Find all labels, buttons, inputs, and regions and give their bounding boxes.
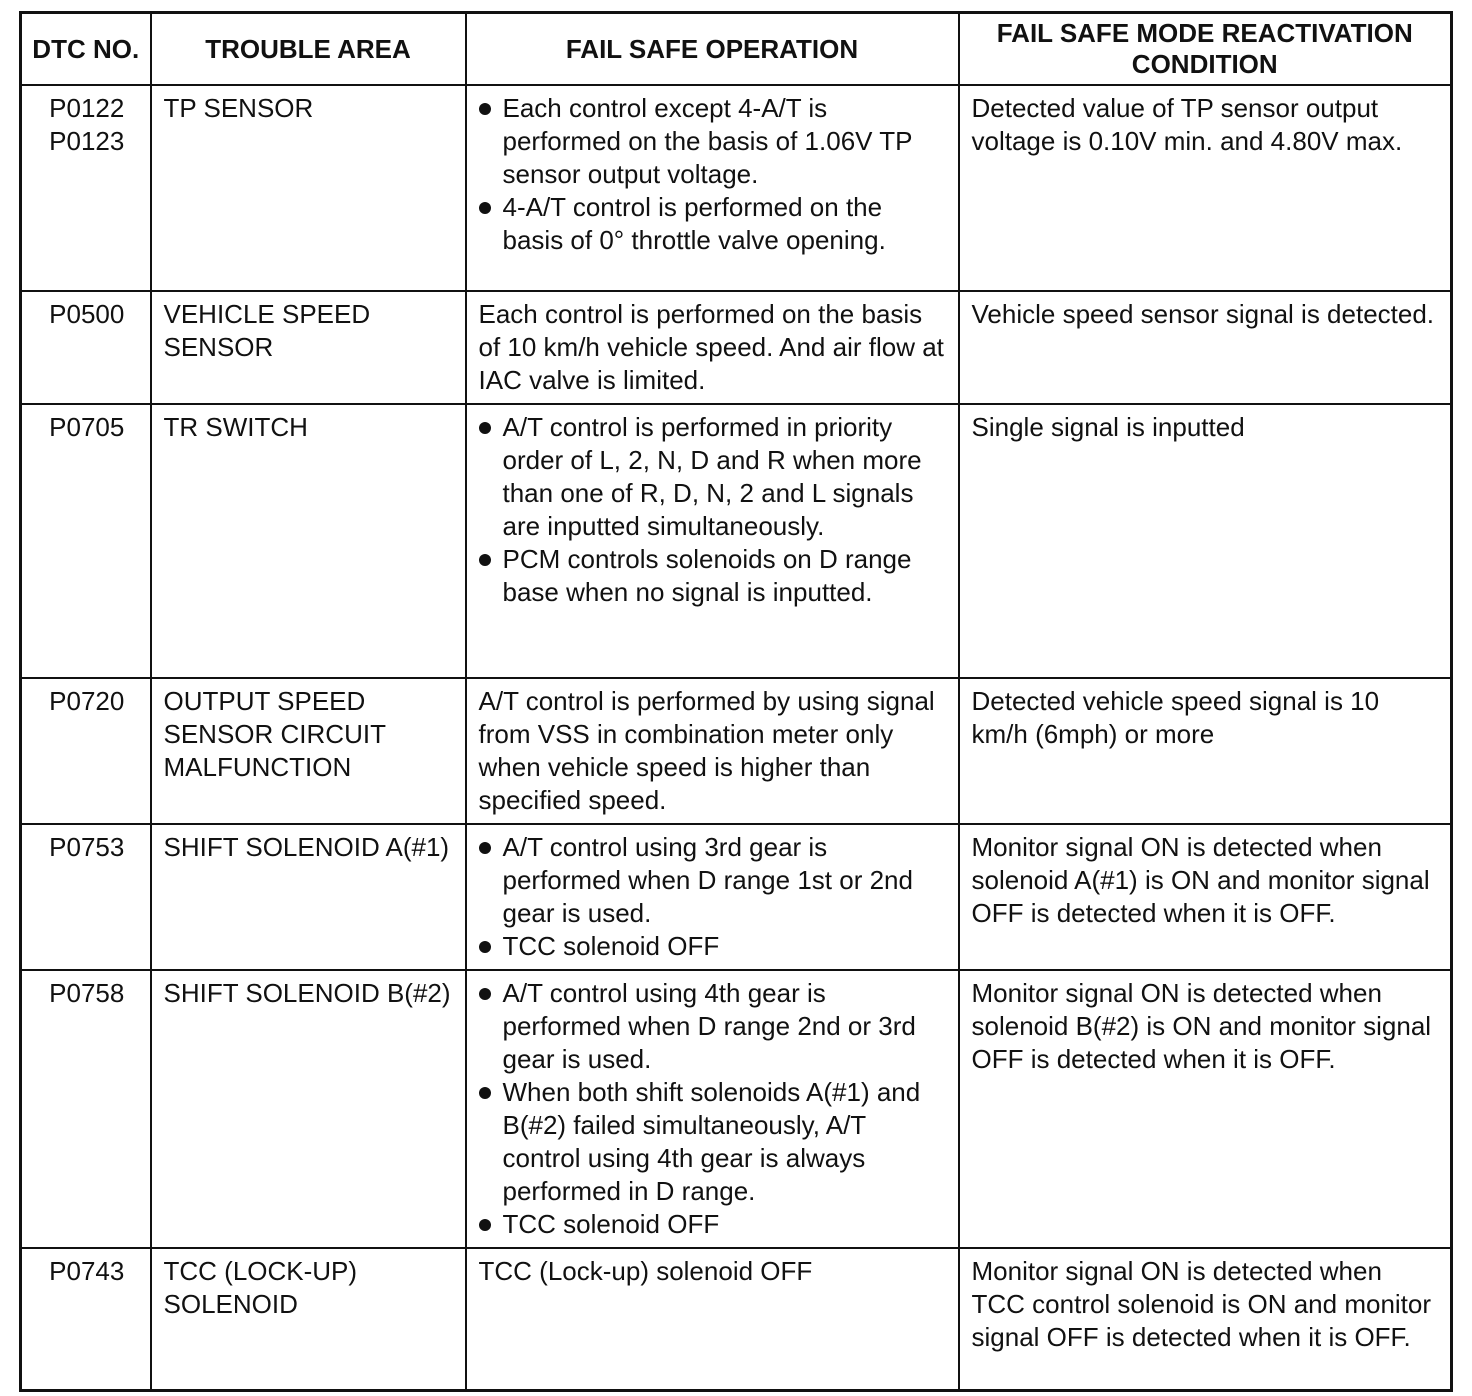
dtc-code: P0122 <box>49 93 125 123</box>
dtc-code: P0753 <box>49 832 125 862</box>
operation-bullet <box>479 411 948 543</box>
operation-bullet <box>479 543 948 609</box>
bullet-icon <box>479 202 491 214</box>
fail-safe-operation-cell <box>466 85 959 291</box>
header-fail-safe-operation: FAIL SAFE OPERATION <box>466 13 959 86</box>
operation-bullet <box>479 191 948 257</box>
table-row <box>21 970 1452 1248</box>
bullet-text: 4-A/T control is performed on the basis of 0° throttle valve opening. <box>502 192 886 255</box>
trouble-area-cell: OUTPUT SPEED SENSOR CIRCUIT MALFUNCTION <box>151 678 466 824</box>
bullet-icon <box>479 103 491 115</box>
fail-safe-operation-cell <box>466 970 959 1248</box>
bullet-icon <box>479 941 491 953</box>
operation-bullet-list <box>479 831 948 963</box>
trouble-area-cell: VEHICLE SPEED SENSOR <box>151 291 466 404</box>
operation-bullet <box>479 831 948 930</box>
dtc-code-cell <box>21 824 151 970</box>
bullet-text: TCC solenoid OFF <box>502 1209 720 1239</box>
dtc-code-cell <box>21 970 151 1248</box>
dtc-code-cell <box>21 1248 151 1390</box>
operation-bullet-list <box>479 92 948 257</box>
header-reactivation-condition: FAIL SAFE MODE REACTIVATION CONDITION <box>959 13 1452 86</box>
reactivation-condition-cell: Detected vehicle speed signal is 10 km/h (6mph) or more <box>959 678 1452 824</box>
bullet-icon <box>479 1087 491 1099</box>
fail-safe-operation-cell <box>466 824 959 970</box>
operation-bullet <box>479 977 948 1076</box>
dtc-code-cell <box>21 678 151 824</box>
reactivation-condition-cell: Vehicle speed sensor signal is detected. <box>959 291 1452 404</box>
table-row <box>21 1248 1452 1390</box>
table-row <box>21 291 1452 404</box>
bullet-icon <box>479 988 491 1000</box>
operation-bullet-list <box>479 411 948 609</box>
reactivation-condition-cell: Monitor signal ON is detected when TCC control solenoid is ON and monitor signal OFF is detected when it is OFF. <box>959 1248 1452 1390</box>
operation-bullet <box>479 1208 948 1241</box>
table-row <box>21 85 1452 291</box>
dtc-code: P0758 <box>49 978 125 1008</box>
table-row <box>21 678 1452 824</box>
header-dtc-no: DTC NO. <box>21 13 151 86</box>
bullet-text: TCC solenoid OFF <box>502 931 720 961</box>
operation-bullet-list <box>479 977 948 1241</box>
bullet-text: A/T control using 4th gear is performed when D range 2nd or 3rd gear is used. <box>502 978 916 1074</box>
fail-safe-operation-cell: A/T control is performed by using signal from VSS in combination meter only when vehicle speed is higher than specified speed. <box>466 678 959 824</box>
reactivation-condition-cell: Single signal is inputted <box>959 404 1452 678</box>
trouble-area-cell: SHIFT SOLENOID B(#2) <box>151 970 466 1248</box>
reactivation-condition-cell: Monitor signal ON is detected when solenoid B(#2) is ON and monitor signal OFF is detected when it is OFF. <box>959 970 1452 1248</box>
operation-bullet <box>479 1076 948 1208</box>
bullet-text: Each control except 4-A/T is performed on the basis of 1.06V TP sensor output voltage. <box>502 93 913 189</box>
table-row <box>21 404 1452 678</box>
header-row <box>21 13 1452 86</box>
dtc-code: P0123 <box>49 126 125 156</box>
fail-safe-operation-cell: TCC (Lock-up) solenoid OFF <box>466 1248 959 1390</box>
fail-safe-operation-cell <box>466 404 959 678</box>
dtc-code: P0720 <box>49 686 125 716</box>
bullet-icon <box>479 554 491 566</box>
trouble-area-cell: SHIFT SOLENOID A(#1) <box>151 824 466 970</box>
trouble-area-cell: TCC (LOCK-UP) SOLENOID <box>151 1248 466 1390</box>
table-header <box>21 13 1452 86</box>
bullet-icon <box>479 842 491 854</box>
dtc-code-cell <box>21 404 151 678</box>
table-body <box>21 85 1452 1390</box>
operation-bullet <box>479 92 948 191</box>
dtc-code: P0705 <box>49 412 125 442</box>
bullet-text: PCM controls solenoids on D range base when no signal is inputted. <box>502 544 912 607</box>
dtc-code-cell <box>21 85 151 291</box>
bullet-icon <box>479 1219 491 1231</box>
trouble-area-cell: TP SENSOR <box>151 85 466 291</box>
reactivation-condition-cell: Monitor signal ON is detected when solenoid A(#1) is ON and monitor signal OFF is detected when it is OFF. <box>959 824 1452 970</box>
fail-safe-table <box>19 11 1453 1392</box>
operation-bullet <box>479 930 948 963</box>
dtc-code: P0500 <box>49 299 125 329</box>
table-row <box>21 824 1452 970</box>
dtc-code: P0743 <box>49 1256 125 1286</box>
bullet-text: A/T control using 3rd gear is performed when D range 1st or 2nd gear is used. <box>502 832 913 928</box>
fail-safe-operation-cell: Each control is performed on the basis of 10 km/h vehicle speed. And air flow at IAC valve is limited. <box>466 291 959 404</box>
header-trouble-area: TROUBLE AREA <box>151 13 466 86</box>
trouble-area-cell: TR SWITCH <box>151 404 466 678</box>
bullet-icon <box>479 422 491 434</box>
bullet-text: When both shift solenoids A(#1) and B(#2) failed simultaneously, A/T control using 4th gear is always performed in D range. <box>502 1077 921 1206</box>
dtc-code-cell <box>21 291 151 404</box>
bullet-text: A/T control is performed in priority order of L, 2, N, D and R when more than one of R, D, N, 2 and L signals are inputted simultaneously. <box>502 412 922 541</box>
reactivation-condition-cell: Detected value of TP sensor output voltage is 0.10V min. and 4.80V max. <box>959 85 1452 291</box>
